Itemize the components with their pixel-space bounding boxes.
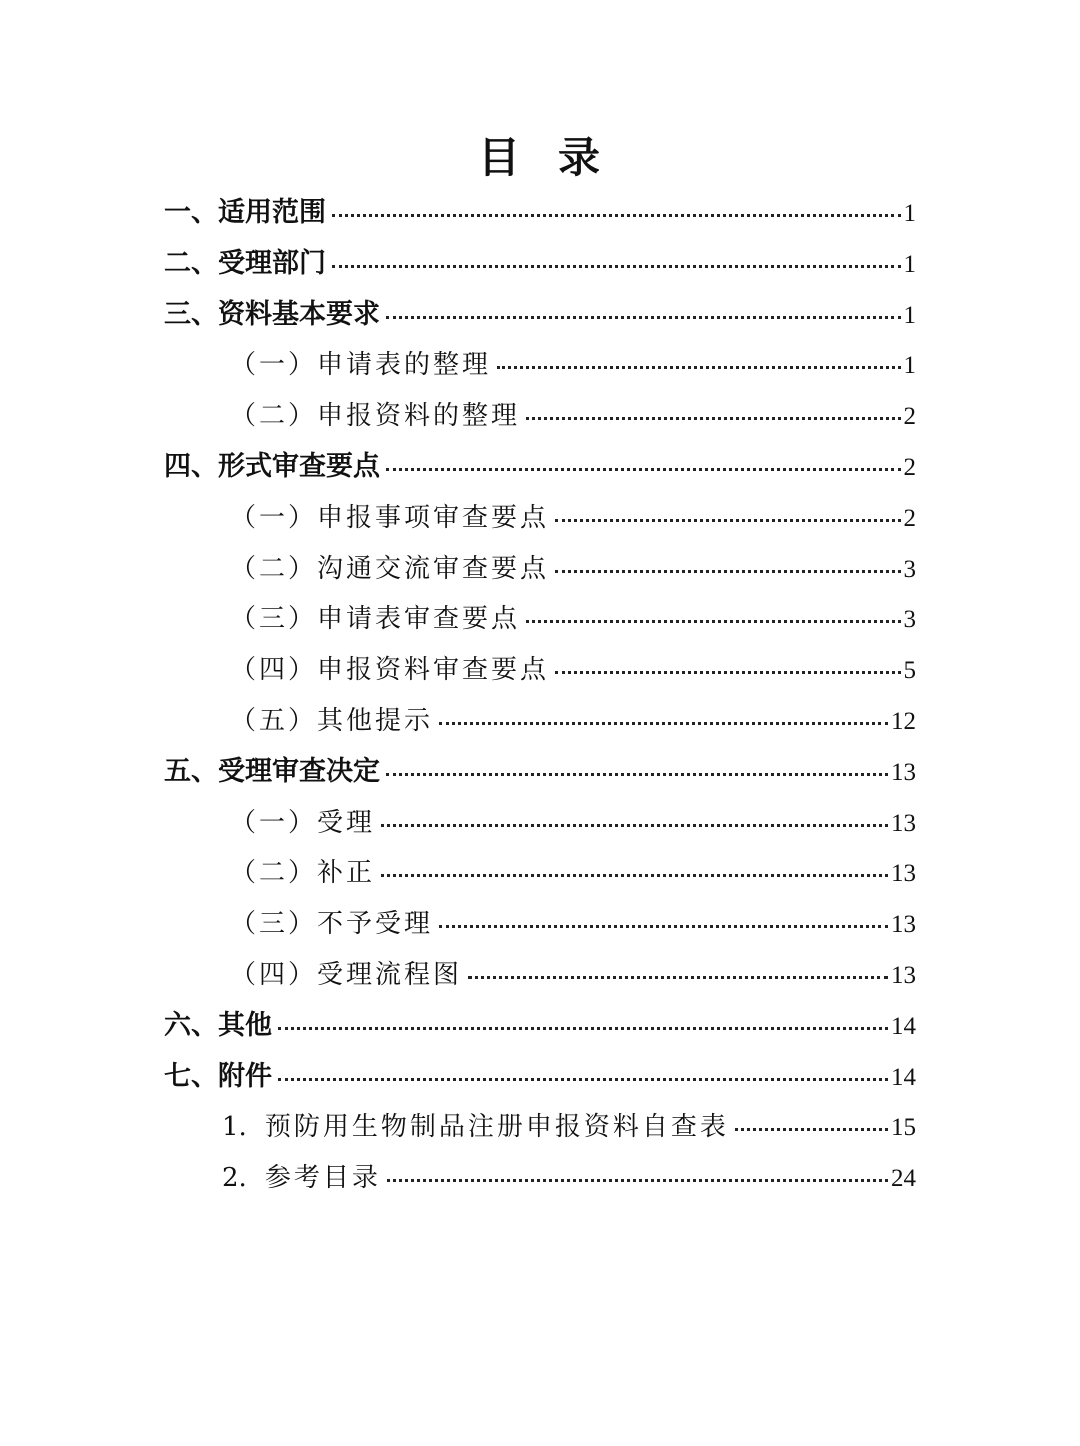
toc-page-number: 5 <box>903 657 916 685</box>
dot-leader <box>555 570 900 573</box>
toc-entry-number: 1. <box>222 1112 247 1143</box>
toc-subsection-entry[interactable] <box>0 848 1080 899</box>
toc-page-number: 3 <box>903 606 916 634</box>
dot-leader <box>468 976 888 979</box>
dot-leader <box>735 1128 888 1131</box>
toc-entry-label: （一）申报事项审查要点 <box>230 502 550 533</box>
toc-list <box>0 188 1080 1204</box>
toc-section-entry[interactable] <box>0 1001 1080 1052</box>
toc-entry-label: 四、形式审查要点 <box>164 450 380 482</box>
toc-entry-label: 七、附件 <box>164 1060 272 1092</box>
toc-subsection-entry[interactable] <box>0 493 1080 544</box>
toc-page-number: 2 <box>903 504 916 532</box>
toc-entry-label: 三、资料基本要求 <box>164 298 380 330</box>
toc-entry-label: 六、其他 <box>164 1009 272 1041</box>
toc-page-number: 1 <box>903 250 916 278</box>
toc-entry-label <box>222 1153 381 1204</box>
dot-leader <box>555 671 900 674</box>
toc-entry-label: （二）沟通交流审查要点 <box>230 553 550 584</box>
toc-subsection-entry[interactable] <box>0 696 1080 747</box>
toc-page-number: 13 <box>891 911 916 939</box>
toc-section-entry[interactable] <box>0 188 1080 239</box>
dot-leader <box>332 214 901 217</box>
toc-entry-text: 参考目录 <box>264 1163 381 1194</box>
toc-title <box>0 128 1080 188</box>
dot-leader <box>381 824 888 827</box>
toc-page-number: 13 <box>891 961 916 989</box>
toc-entry-label: 一、适用范围 <box>164 197 326 228</box>
toc-section-entry[interactable] <box>0 1052 1080 1103</box>
toc-page-number: 12 <box>891 707 916 735</box>
toc-subsection-entry[interactable] <box>0 391 1080 442</box>
dot-leader <box>439 925 888 928</box>
toc-title-char-1: 目 <box>477 133 522 182</box>
toc-entry-label <box>222 1102 729 1153</box>
toc-page-number: 13 <box>891 809 916 837</box>
toc-entry-label: （一）申请表的整理 <box>230 350 492 381</box>
toc-page-number: 14 <box>891 1063 916 1091</box>
toc-entry-label: （三）不予受理 <box>230 909 434 940</box>
toc-entry-text: 预防用生物制品注册申报资料自查表 <box>264 1112 729 1143</box>
dot-leader <box>497 366 900 369</box>
dot-leader <box>332 265 901 268</box>
toc-entry-number: 2. <box>222 1163 247 1194</box>
toc-page-number: 1 <box>903 352 916 380</box>
toc-subsection-entry[interactable] <box>0 645 1080 696</box>
dot-leader <box>386 316 901 319</box>
toc-entry-label: （二）补正 <box>230 858 376 889</box>
toc-section-entry[interactable] <box>0 290 1080 341</box>
toc-subsection-entry[interactable] <box>0 340 1080 391</box>
toc-entry-label: （一）受理 <box>230 807 376 838</box>
dot-leader <box>278 1027 888 1030</box>
toc-subsection-entry[interactable] <box>0 594 1080 645</box>
toc-page-number: 24 <box>891 1165 916 1193</box>
toc-subsection-entry[interactable] <box>0 544 1080 595</box>
toc-page-number: 1 <box>903 301 916 329</box>
toc-subsection-entry[interactable] <box>0 950 1080 1001</box>
toc-entry-label: （二）申报资料的整理 <box>230 401 521 432</box>
dot-leader <box>387 1179 888 1182</box>
dot-leader <box>278 1078 888 1081</box>
toc-subsection-entry[interactable] <box>0 899 1080 950</box>
dot-leader <box>526 417 900 420</box>
toc-page-number: 14 <box>891 1012 916 1040</box>
toc-page-number: 2 <box>903 403 916 431</box>
toc-entry-label: （四）申报资料审查要点 <box>230 655 550 686</box>
toc-page-number: 15 <box>891 1114 916 1142</box>
toc-appendix-entry[interactable] <box>0 1153 1080 1204</box>
toc-entry-label: 五、受理审查决定 <box>164 755 380 787</box>
toc-page-number: 1 <box>903 200 916 227</box>
dot-leader <box>381 874 888 877</box>
toc-section-entry[interactable] <box>0 239 1080 290</box>
toc-page-number: 13 <box>891 860 916 888</box>
toc-title-char-2: 录 <box>558 133 603 182</box>
toc-section-entry[interactable] <box>0 442 1080 493</box>
dot-leader <box>386 773 888 776</box>
toc-page-number: 2 <box>903 453 916 481</box>
dot-leader <box>526 620 900 623</box>
toc-page-number: 13 <box>891 758 916 786</box>
toc-entry-label: （五）其他提示 <box>230 705 434 736</box>
toc-entry-label: （四）受理流程图 <box>230 959 463 990</box>
dot-leader <box>439 722 888 725</box>
toc-appendix-entry[interactable] <box>0 1102 1080 1153</box>
toc-entry-label: 二、受理部门 <box>164 247 326 279</box>
dot-leader <box>555 519 900 522</box>
toc-subsection-entry[interactable] <box>0 798 1080 849</box>
toc-page-number: 3 <box>903 555 916 583</box>
toc-section-entry[interactable] <box>0 747 1080 798</box>
toc-entry-label: （三）申请表审查要点 <box>230 604 521 635</box>
dot-leader <box>386 468 901 471</box>
